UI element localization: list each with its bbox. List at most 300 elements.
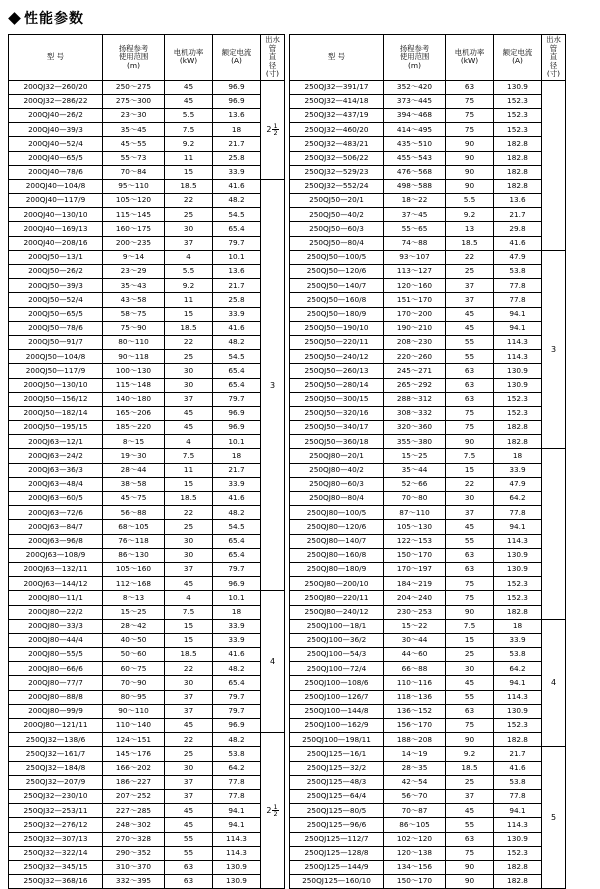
cell-model: 200QJ63—132/11 xyxy=(9,562,103,576)
cell-power: 90 xyxy=(446,165,494,179)
table-row xyxy=(290,804,566,818)
cell-head: 248～302 xyxy=(103,818,165,832)
cell-head: 166～202 xyxy=(103,761,165,775)
cell-head: 40～50 xyxy=(103,633,165,647)
cell-head: 120～138 xyxy=(384,846,446,860)
cell-current: 182.8 xyxy=(494,605,542,619)
cell-head: 288～312 xyxy=(384,392,446,406)
cell-current: 96.9 xyxy=(213,421,261,435)
cell-current: 96.9 xyxy=(213,406,261,420)
cell-model: 200QJ80—55/5 xyxy=(9,648,103,662)
cell-model: 250QJ50—320/16 xyxy=(290,406,384,420)
cell-model: 250QJ100—126/7 xyxy=(290,690,384,704)
cell-power: 45 xyxy=(165,80,213,94)
cell-head: 43～58 xyxy=(103,293,165,307)
cell-head: 70～84 xyxy=(103,165,165,179)
cell-model: 250QJ50—280/14 xyxy=(290,378,384,392)
cell-head: 290～352 xyxy=(103,846,165,860)
table-row xyxy=(290,704,566,718)
cell-current: 182.8 xyxy=(494,860,542,874)
table-row xyxy=(290,151,566,165)
cell-current: 48.2 xyxy=(213,335,261,349)
outlet-diameter-cell: 5 xyxy=(542,747,566,889)
table-row xyxy=(9,577,285,591)
cell-current: 114.3 xyxy=(494,350,542,364)
cell-current: 152.3 xyxy=(494,406,542,420)
cell-model: 250QJ32—230/10 xyxy=(9,789,103,803)
cell-power: 11 xyxy=(165,151,213,165)
cell-head: 250～275 xyxy=(103,80,165,94)
cell-power: 25 xyxy=(446,648,494,662)
header-outlet-diameter xyxy=(261,35,285,81)
cell-current: 114.3 xyxy=(494,335,542,349)
table-row xyxy=(290,775,566,789)
table-row xyxy=(9,123,285,137)
header-dia-l1: 出水管 xyxy=(546,35,561,53)
cell-current: 48.2 xyxy=(213,506,261,520)
cell-head: 188～208 xyxy=(384,733,446,747)
cell-power: 30 xyxy=(165,761,213,775)
table-row xyxy=(9,846,285,860)
cell-head: 56～70 xyxy=(384,789,446,803)
table-row xyxy=(290,492,566,506)
cell-model: 250QJ32—529/23 xyxy=(290,165,384,179)
table-row xyxy=(290,137,566,151)
cell-current: 64.2 xyxy=(494,662,542,676)
outlet-diameter-cell: 4 xyxy=(542,619,566,747)
table-row xyxy=(9,605,285,619)
cell-power: 30 xyxy=(165,222,213,236)
cell-power: 7.5 xyxy=(165,605,213,619)
header-power-l1: 电机功率 xyxy=(173,47,204,57)
table-row xyxy=(9,406,285,420)
table-row xyxy=(290,605,566,619)
table-row xyxy=(290,350,566,364)
cell-power: 63 xyxy=(446,378,494,392)
table-row xyxy=(9,747,285,761)
cell-current: 21.7 xyxy=(494,208,542,222)
cell-model: 200QJ50—91/7 xyxy=(9,335,103,349)
header-head-l1: 扬程参考 xyxy=(118,43,149,53)
table-row xyxy=(290,222,566,236)
table-row xyxy=(9,676,285,690)
cell-current: 10.1 xyxy=(213,591,261,605)
cell-current: 33.9 xyxy=(213,307,261,321)
header-current xyxy=(213,35,261,81)
cell-current: 130.9 xyxy=(494,704,542,718)
cell-head: 15～22 xyxy=(384,619,446,633)
header-head-l3: (m) xyxy=(127,60,140,70)
cell-current: 152.3 xyxy=(494,392,542,406)
cell-power: 30 xyxy=(165,534,213,548)
header-dia-l2: 直 xyxy=(268,52,277,62)
cell-head: 245～271 xyxy=(384,364,446,378)
cell-model: 250QJ50—360/18 xyxy=(290,435,384,449)
cell-current: 65.4 xyxy=(213,534,261,548)
cell-head: 90～110 xyxy=(103,704,165,718)
cell-model: 200QJ80—99/9 xyxy=(9,704,103,718)
cell-head: 58～75 xyxy=(103,307,165,321)
table-row xyxy=(290,236,566,250)
cell-power: 37 xyxy=(446,506,494,520)
cell-current: 114.3 xyxy=(213,846,261,860)
cell-current: 33.9 xyxy=(494,463,542,477)
cell-head: 151～170 xyxy=(384,293,446,307)
cell-model: 200QJ80—22/2 xyxy=(9,605,103,619)
cell-power: 90 xyxy=(446,875,494,889)
table-row xyxy=(9,662,285,676)
cell-model: 200QJ50—26/2 xyxy=(9,265,103,279)
table-row xyxy=(9,194,285,208)
table-row xyxy=(9,222,285,236)
table-row xyxy=(9,293,285,307)
cell-power: 45 xyxy=(446,307,494,321)
cell-power: 55 xyxy=(165,832,213,846)
cell-model: 200QJ50—13/1 xyxy=(9,250,103,264)
cell-head: 373～445 xyxy=(384,94,446,108)
cell-head: 45～75 xyxy=(103,492,165,506)
page-title-text: 性能参数 xyxy=(24,11,84,27)
cell-power: 55 xyxy=(446,818,494,832)
cell-current: 33.9 xyxy=(213,633,261,647)
cell-head: 230～253 xyxy=(384,605,446,619)
cell-power: 15 xyxy=(165,477,213,491)
cell-current: 65.4 xyxy=(213,364,261,378)
cell-model: 200QJ40—26/2 xyxy=(9,108,103,122)
cell-head: 70～80 xyxy=(384,492,446,506)
table-row xyxy=(9,690,285,704)
cell-power: 9.2 xyxy=(165,137,213,151)
cell-head: 355～380 xyxy=(384,435,446,449)
cell-model: 250QJ80—140/7 xyxy=(290,534,384,548)
cell-head: 320～360 xyxy=(384,421,446,435)
cell-model: 250QJ125—32/2 xyxy=(290,761,384,775)
cell-model: 200QJ63—12/1 xyxy=(9,435,103,449)
cell-head: 332～395 xyxy=(103,875,165,889)
cell-current: 25.8 xyxy=(213,293,261,307)
table-row xyxy=(290,619,566,633)
cell-head: 8～15 xyxy=(103,435,165,449)
cell-model: 250QJ32—552/24 xyxy=(290,179,384,193)
table-row xyxy=(290,690,566,704)
cell-head: 19～30 xyxy=(103,449,165,463)
cell-model: 200QJ63—72/6 xyxy=(9,506,103,520)
cell-power: 9.2 xyxy=(165,279,213,293)
cell-current: 96.9 xyxy=(213,577,261,591)
cell-power: 55 xyxy=(165,846,213,860)
table-row xyxy=(290,321,566,335)
cell-model: 250QJ100—162/9 xyxy=(290,719,384,733)
cell-model: 200QJ80—66/6 xyxy=(9,662,103,676)
cell-current: 182.8 xyxy=(494,435,542,449)
cell-power: 13 xyxy=(446,222,494,236)
cell-head: 207～252 xyxy=(103,789,165,803)
cell-power: 11 xyxy=(165,293,213,307)
cell-head: 28～44 xyxy=(103,463,165,477)
table-row xyxy=(9,94,285,108)
cell-power: 75 xyxy=(446,591,494,605)
table-row xyxy=(290,165,566,179)
table-row xyxy=(9,860,285,874)
cell-power: 22 xyxy=(165,506,213,520)
table-row xyxy=(290,747,566,761)
cell-head: 170～197 xyxy=(384,562,446,576)
cell-current: 130.9 xyxy=(494,80,542,94)
cell-model: 250QJ80—80/4 xyxy=(290,492,384,506)
cell-head: 70～90 xyxy=(103,676,165,690)
cell-current: 152.3 xyxy=(494,577,542,591)
left-table-body xyxy=(9,80,285,889)
cell-current: 77.8 xyxy=(494,279,542,293)
cell-model: 250QJ50—220/11 xyxy=(290,335,384,349)
cell-power: 45 xyxy=(165,577,213,591)
table-row xyxy=(9,875,285,889)
cell-power: 7.5 xyxy=(446,449,494,463)
cell-power: 37 xyxy=(165,789,213,803)
table-row xyxy=(9,648,285,662)
page-title xyxy=(10,8,592,28)
table-row xyxy=(290,520,566,534)
table-row xyxy=(290,719,566,733)
cell-model: 200QJ40—169/13 xyxy=(9,222,103,236)
table-row xyxy=(9,421,285,435)
cell-power: 22 xyxy=(165,662,213,676)
cell-current: 94.1 xyxy=(213,804,261,818)
cell-head: 270～328 xyxy=(103,832,165,846)
table-row xyxy=(290,648,566,662)
cell-power: 55 xyxy=(446,335,494,349)
cell-model: 200QJ50—104/8 xyxy=(9,350,103,364)
table-row xyxy=(290,477,566,491)
cell-current: 152.3 xyxy=(494,719,542,733)
outlet-diameter-cell: 2 $\frac{1}{2}$ xyxy=(261,733,285,889)
cell-model: 250QJ125—64/4 xyxy=(290,789,384,803)
cell-current: 182.8 xyxy=(494,165,542,179)
header-model: 型 号 xyxy=(290,35,384,81)
cell-model: 200QJ80—121/11 xyxy=(9,719,103,733)
cell-head: 145～176 xyxy=(103,747,165,761)
cell-model: 250QJ50—60/3 xyxy=(290,222,384,236)
cell-model: 200QJ63—108/9 xyxy=(9,548,103,562)
cell-model: 200QJ63—60/5 xyxy=(9,492,103,506)
cell-current: 114.3 xyxy=(213,832,261,846)
table-row xyxy=(290,421,566,435)
cell-model: 250QJ125—128/8 xyxy=(290,846,384,860)
cell-model: 250QJ32—368/16 xyxy=(9,875,103,889)
cell-current: 152.3 xyxy=(494,591,542,605)
table-row xyxy=(9,364,285,378)
right-table-body xyxy=(290,80,566,889)
cell-model: 200QJ80—88/8 xyxy=(9,690,103,704)
cell-current: 77.8 xyxy=(494,789,542,803)
table-row xyxy=(290,733,566,747)
cell-head: 352～420 xyxy=(384,80,446,94)
cell-current: 41.6 xyxy=(213,321,261,335)
cell-power: 37 xyxy=(165,392,213,406)
table-row xyxy=(9,562,285,576)
cell-power: 45 xyxy=(446,676,494,690)
table-row xyxy=(290,364,566,378)
header-dia-l1: 出水管 xyxy=(265,35,280,53)
cell-power: 55 xyxy=(446,350,494,364)
table-row xyxy=(290,761,566,775)
table-row xyxy=(290,662,566,676)
cell-current: 182.8 xyxy=(494,137,542,151)
cell-power: 75 xyxy=(446,123,494,137)
table-row xyxy=(9,775,285,789)
cell-current: 94.1 xyxy=(494,520,542,534)
cell-current: 114.3 xyxy=(494,690,542,704)
cell-model: 200QJ40—130/10 xyxy=(9,208,103,222)
cell-current: 79.7 xyxy=(213,562,261,576)
cell-model: 200QJ50—52/4 xyxy=(9,293,103,307)
table-row xyxy=(290,208,566,222)
cell-current: 33.9 xyxy=(213,477,261,491)
cell-current: 77.8 xyxy=(213,775,261,789)
cell-power: 63 xyxy=(446,392,494,406)
cell-power: 30 xyxy=(446,662,494,676)
cell-head: 150～170 xyxy=(384,875,446,889)
table-row xyxy=(9,179,285,193)
header-power-l1: 电机功率 xyxy=(454,47,485,57)
cell-power: 15 xyxy=(165,165,213,179)
cell-head: 140～180 xyxy=(103,392,165,406)
cell-current: 10.1 xyxy=(213,435,261,449)
cell-power: 45 xyxy=(165,818,213,832)
cell-power: 15 xyxy=(165,619,213,633)
cell-power: 18.5 xyxy=(165,492,213,506)
spec-tables xyxy=(8,34,592,889)
outlet-diameter-cell: 4 xyxy=(261,591,285,733)
table-row xyxy=(9,335,285,349)
cell-model: 250QJ80—240/12 xyxy=(290,605,384,619)
cell-head: 102～120 xyxy=(384,832,446,846)
cell-current: 54.5 xyxy=(213,350,261,364)
table-row xyxy=(9,719,285,733)
cell-current: 13.6 xyxy=(213,108,261,122)
cell-model: 250QJ50—300/15 xyxy=(290,392,384,406)
cell-power: 5.5 xyxy=(165,265,213,279)
cell-current: 53.8 xyxy=(494,265,542,279)
header-power-l2: (kW) xyxy=(460,56,479,66)
cell-model: 250QJ32—345/15 xyxy=(9,860,103,874)
cell-power: 22 xyxy=(446,477,494,491)
cell-head: 35～43 xyxy=(103,279,165,293)
cell-head: 93～107 xyxy=(384,250,446,264)
cell-head: 265～292 xyxy=(384,378,446,392)
cell-head: 105～160 xyxy=(103,562,165,576)
cell-power: 75 xyxy=(446,577,494,591)
table-row xyxy=(290,818,566,832)
cell-power: 15 xyxy=(165,307,213,321)
cell-head: 184～219 xyxy=(384,577,446,591)
cell-head: 15～25 xyxy=(103,605,165,619)
cell-head: 95～110 xyxy=(103,179,165,193)
table-row xyxy=(9,733,285,747)
cell-head: 204～240 xyxy=(384,591,446,605)
cell-power: 63 xyxy=(446,80,494,94)
cell-current: 152.3 xyxy=(494,108,542,122)
cell-model: 250QJ50—190/10 xyxy=(290,321,384,335)
cell-model: 200QJ50—117/9 xyxy=(9,364,103,378)
cell-model: 250QJ100—144/8 xyxy=(290,704,384,718)
table-row xyxy=(9,761,285,775)
cell-power: 18.5 xyxy=(165,321,213,335)
cell-head: 160～175 xyxy=(103,222,165,236)
cell-current: 152.3 xyxy=(494,123,542,137)
cell-current: 94.1 xyxy=(494,804,542,818)
cell-model: 250QJ32—138/6 xyxy=(9,733,103,747)
cell-head: 156～170 xyxy=(384,719,446,733)
cell-model: 200QJ50—182/14 xyxy=(9,406,103,420)
cell-power: 9.2 xyxy=(446,747,494,761)
cell-head: 150～170 xyxy=(384,548,446,562)
cell-power: 9.2 xyxy=(446,208,494,222)
cell-model: 200QJ32—286/22 xyxy=(9,94,103,108)
cell-current: 18 xyxy=(494,449,542,463)
cell-head: 208～230 xyxy=(384,335,446,349)
cell-power: 7.5 xyxy=(165,123,213,137)
cell-current: 65.4 xyxy=(213,222,261,236)
cell-model: 250QJ50—140/7 xyxy=(290,279,384,293)
cell-model: 250QJ80—100/5 xyxy=(290,506,384,520)
header-head-l1: 扬程参考 xyxy=(399,43,430,53)
cell-current: 182.8 xyxy=(494,421,542,435)
table-row xyxy=(9,534,285,548)
table-row xyxy=(9,520,285,534)
table-row xyxy=(9,208,285,222)
cell-current: 41.6 xyxy=(494,761,542,775)
table-header-row xyxy=(290,35,566,81)
cell-current: 53.8 xyxy=(494,775,542,789)
table-row xyxy=(9,704,285,718)
cell-head: 122～153 xyxy=(384,534,446,548)
table-row xyxy=(9,449,285,463)
cell-head: 80～110 xyxy=(103,335,165,349)
cell-current: 114.3 xyxy=(494,818,542,832)
cell-power: 4 xyxy=(165,250,213,264)
cell-power: 55 xyxy=(446,690,494,704)
cell-model: 250QJ32—161/7 xyxy=(9,747,103,761)
cell-model: 200QJ50—130/10 xyxy=(9,378,103,392)
header-current-l1: 额定电流 xyxy=(502,47,533,57)
table-row xyxy=(290,250,566,264)
cell-power: 75 xyxy=(446,719,494,733)
cell-head: 308～332 xyxy=(384,406,446,420)
cell-current: 152.3 xyxy=(494,846,542,860)
cell-current: 130.9 xyxy=(494,364,542,378)
cell-model: 250QJ50—80/4 xyxy=(290,236,384,250)
cell-head: 185～220 xyxy=(103,421,165,435)
cell-current: 77.8 xyxy=(494,293,542,307)
table-row xyxy=(290,562,566,576)
cell-model: 250QJ50—340/17 xyxy=(290,421,384,435)
header-head-range xyxy=(103,35,165,81)
cell-model: 250QJ32—184/8 xyxy=(9,761,103,775)
cell-model: 250QJ32—483/21 xyxy=(290,137,384,151)
cell-model: 250QJ50—20/1 xyxy=(290,194,384,208)
table-row xyxy=(290,378,566,392)
cell-head: 14～19 xyxy=(384,747,446,761)
table-row xyxy=(290,279,566,293)
table-row xyxy=(290,875,566,889)
cell-head: 112～168 xyxy=(103,577,165,591)
cell-power: 5.5 xyxy=(165,108,213,122)
cell-power: 45 xyxy=(165,94,213,108)
cell-power: 90 xyxy=(446,435,494,449)
table-row xyxy=(290,860,566,874)
cell-head: 115～148 xyxy=(103,378,165,392)
